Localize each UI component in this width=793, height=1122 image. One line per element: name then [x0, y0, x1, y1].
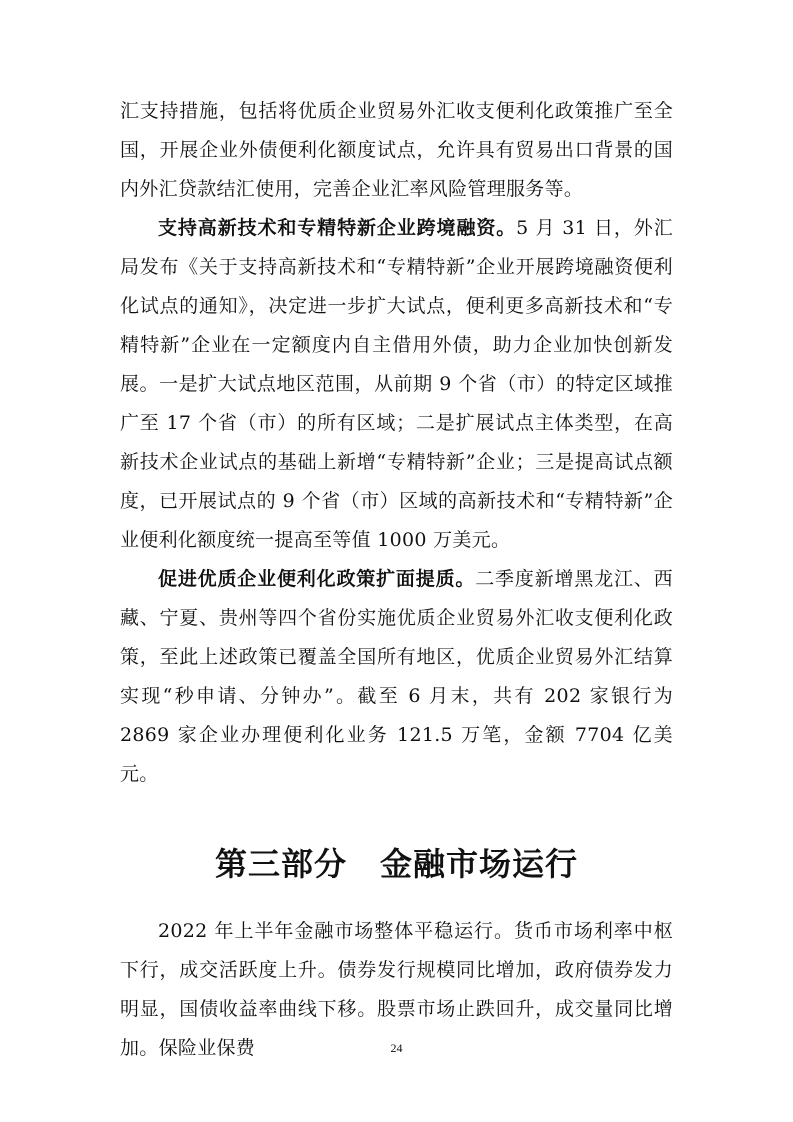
section-heading: 第三部分 金融市场运行 [214, 845, 578, 883]
page-number: 24 [390, 1041, 403, 1055]
section-intro-paragraph: 2022 年上半年金融市场整体平稳运行。货币市场利率中枢下行，成交活跃度上升。债券发行规模同比增加，政府债券发力明显，国债收益率曲线下移。股票市场止跌回升，成交量同比增加。保险业保费 [120, 920, 673, 1059]
paragraph-lead: 促进优质企业便利化政策扩面提质。 [158, 568, 476, 590]
paragraph-quality-enterprise-policy [120, 560, 673, 794]
paragraph-lead: 支持高新技术和专精特新企业跨境融资。 [158, 217, 517, 239]
paragraph-text: 汇支持措施，包括将优质企业贸易外汇收支便利化政策推广至全国，开展企业外债便利化额度试点，允许具有贸易出口背景的国内外汇贷款结汇使用，完善企业汇率风险管理服务等。 [120, 100, 673, 200]
body-text-block [120, 92, 673, 794]
paragraph-continued [120, 92, 673, 209]
paragraph-cross-border-financing [120, 209, 673, 560]
paragraph-text: 二季度新增黑龙江、西藏、宁夏、贵州等四个省份实施优质企业贸易外汇收支便利化政策，至此上述政策已覆盖全国所有地区，优质企业贸易外汇结算实现“秒申请、分钟办”。截至 6 月末，共有 202 家银行为 2869 家企业办理便利化业务 121.5 万笔，金额 7704 亿美元。 [120, 568, 673, 785]
paragraph-text: 5 月 31 日，外汇局发布《关于支持高新技术和“专精特新”企业开展跨境融资便利化试点的通知》，决定进一步扩大试点，便利更多高新技术和“专精特新”企业在一定额度内自主借用外债，助力企业加快创新发展。一是扩大试点地区范围，从前期 9 个省（市）的特定区域推广至 17 个省（市）的所有区域；二是扩展试点主体类型，在高新技术企业试点的基础上新增“专精特新”企业；三是提高试点额度，已开展试点的 9 个省（市）区域的高新技术和“专精特新”企业便利化额度统一提高至等值 1000 万美元。 [120, 217, 673, 551]
